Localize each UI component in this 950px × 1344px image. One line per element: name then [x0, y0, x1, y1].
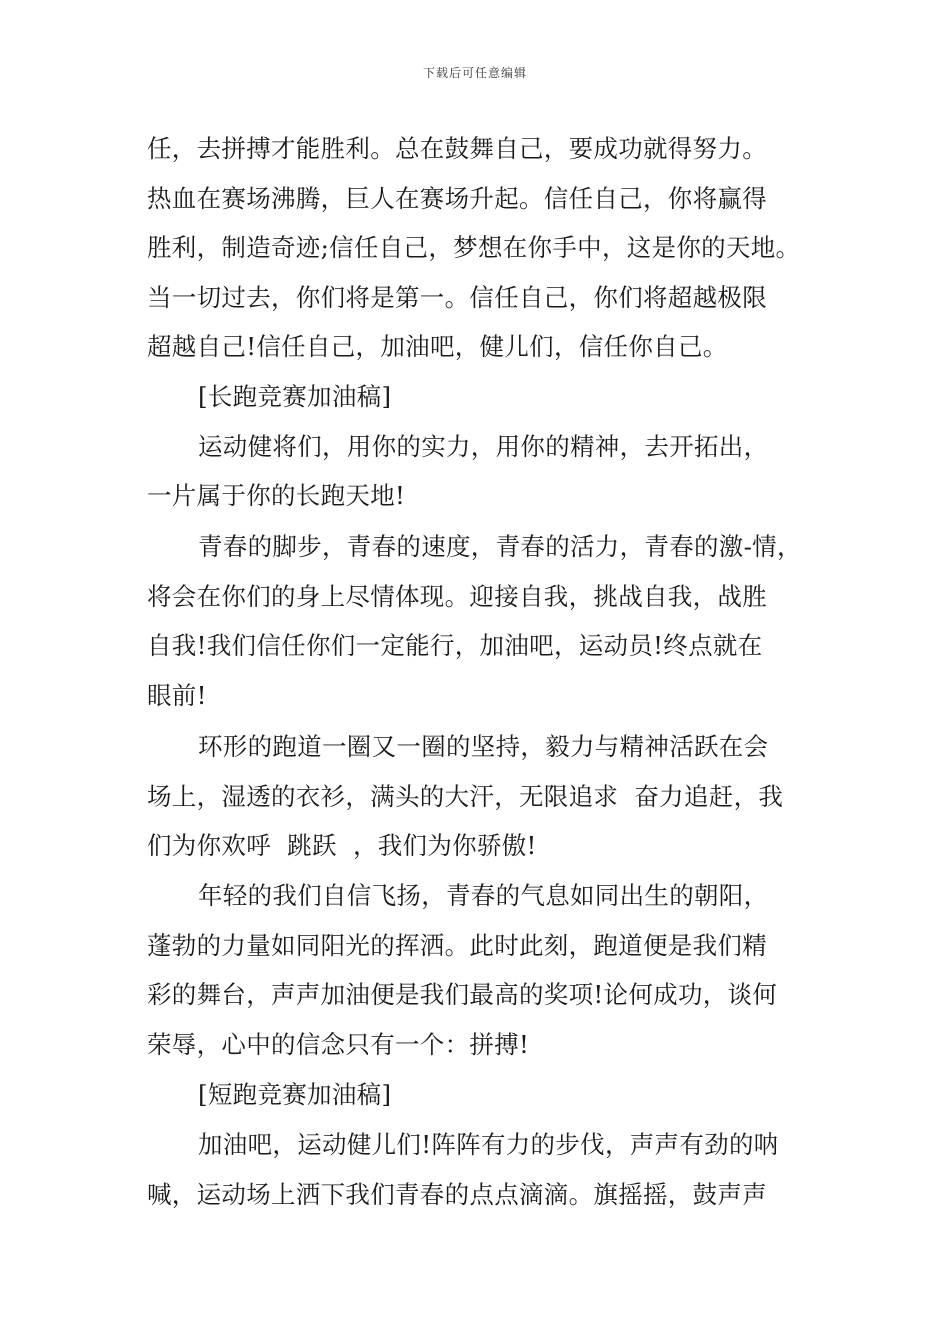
text-line: 彩的舞台，声声加油便是我们最高的奖项!论何成功，谈何: [147, 980, 778, 1009]
section-heading: [短跑竞赛加油稿]: [198, 1080, 392, 1109]
text-line: 年轻的我们自信飞扬，青春的气息如同出生的朝阳，: [198, 881, 769, 910]
text-line: 将会在你们的身上尽情体现。迎接自我，挑战自我，战胜: [147, 582, 767, 611]
text-line: 胜利，制造奇迹;信任自己，梦想在你手中，这是你的天地。: [147, 233, 801, 262]
text-line: 一片属于你的长跑天地!: [147, 481, 406, 510]
text-line: 荣辱，心中的信念只有一个：拼搏!: [147, 1030, 530, 1059]
text-line: 青春的脚步，青春的速度，青春的活力，青春的激-情，: [198, 532, 802, 561]
text-line: 任，去拼搏才能胜利。总在鼓舞自己，要成功就得努力。: [147, 134, 767, 163]
text-line: 加油吧，运动健儿们!阵阵有力的步伐，声声有劲的呐: [198, 1130, 779, 1159]
text-line: 们为你欢呼 跳跃 ，我们为你骄傲!: [147, 831, 537, 860]
text-line: 自我!我们信任你们一定能行，加油吧，运动员!终点就在: [147, 631, 763, 660]
text-line: 眼前!: [147, 681, 207, 710]
text-line: 蓬勃的力量如同阳光的挥洒。此时此刻，跑道便是我们精: [147, 931, 767, 960]
text-line: 热血在赛场沸腾，巨人在赛场升起。信任自己，你将赢得: [147, 184, 767, 213]
section-heading: [长跑竞赛加油稿]: [198, 382, 392, 411]
text-line: 环形的跑道一圈又一圈的坚持，毅力与精神活跃在会: [198, 732, 769, 761]
page-header: 下载后可任意编辑: [422, 66, 527, 80]
text-line: 当一切过去，你们将是第一。信任自己，你们将超越极限: [147, 283, 767, 312]
text-line: 运动健将们，用你的实力，用你的精神，去开拓出，: [198, 432, 769, 461]
text-line: 超越自己!信任自己，加油吧，健儿们，信任你自己。: [147, 332, 728, 361]
text-line: 喊，运动场上洒下我们青春的点点滴滴。旗摇摇，鼓声声: [147, 1180, 767, 1209]
text-line: 场上，湿透的衣衫，满头的大汗，无限追求 奋力追赶，我: [147, 782, 784, 811]
